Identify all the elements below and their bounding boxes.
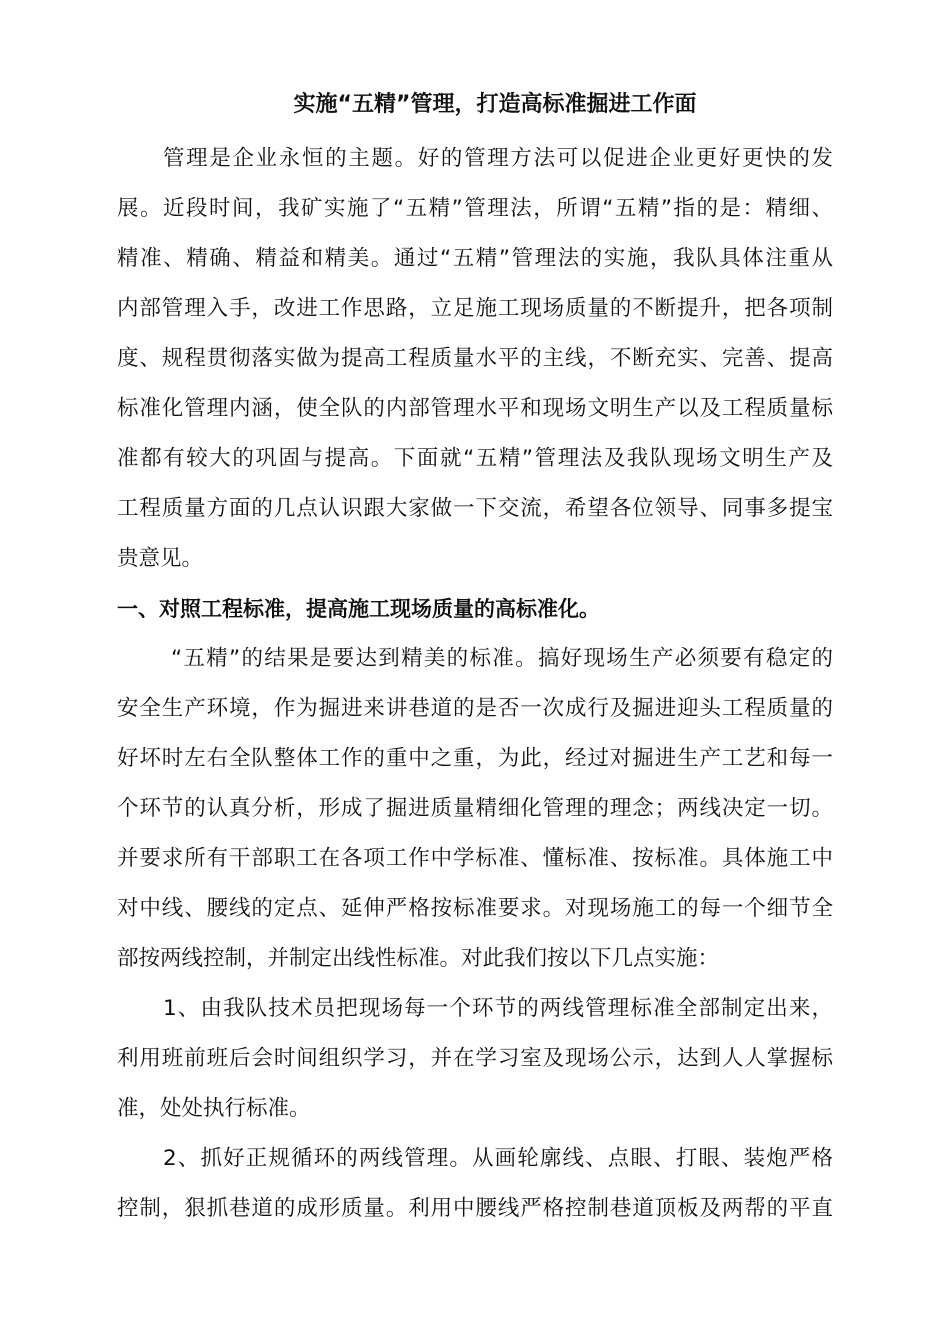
text-line: 贵意见。 — [117, 546, 204, 571]
text-line: 准都有较大的巩固与提高。下面就“五精”管理法及我队现场文明生产及 — [117, 446, 833, 471]
text-line: 度、规程贯彻落实做为提高工程质量水平的主线，不断充实、完善、提高 — [117, 346, 833, 371]
section1-paragraph — [117, 634, 833, 984]
text-line: 准，处处执行标准。 — [117, 1096, 311, 1121]
list-item-2 — [117, 1134, 833, 1234]
text-line: 好坏时左右全队整体工作的重中之重，为此，经过对掘进生产工艺和每一 — [117, 746, 833, 771]
text-line: 部按两线控制，并制定出线性标准。对此我们按以下几点实施： — [117, 946, 720, 971]
intro-paragraph — [117, 134, 833, 584]
list-item-1 — [117, 984, 833, 1134]
text-line: 工程质量方面的几点认识跟大家做一下交流，希望各位领导、同事多提宝 — [117, 496, 833, 521]
text-line: 管理是企业永恒的主题。好的管理方法可以促进企业更好更快的发 — [163, 146, 833, 171]
text-line: 个环节的认真分析，形成了掘进质量精细化管理的理念；两线决定一切。 — [117, 796, 833, 821]
text-line: 标准化管理内涵，使全队的内部管理水平和现场文明生产以及工程质量标 — [117, 396, 833, 421]
section-heading: 一、对照工程标准，提高施工现场质量的高标准化。 — [117, 597, 600, 621]
text-line: 安全生产环境，作为掘进来讲巷道的是否一次成行及掘进迎头工程质量的 — [117, 696, 833, 721]
text-line: 并要求所有干部职工在各项工作中学标准、懂标准、按标准。具体施工中 — [117, 846, 833, 871]
text-line: “五精”的结果是要达到精美的标准。搞好现场生产必须要有稳定的 — [171, 646, 833, 671]
text-line: 2、抓好正规循环的两线管理。从画轮廓线、点眼、打眼、装炮严格 — [163, 1146, 833, 1171]
document-page — [117, 82, 833, 1234]
text-line: 精准、精确、精益和精美。通过“五精”管理法的实施，我队具体注重从 — [117, 246, 833, 271]
text-line: 对中线、腰线的定点、延伸严格按标准要求。对现场施工的每一个细节全 — [117, 896, 833, 921]
text-line: 展。近段时间，我矿实施了“五精”管理法，所谓“五精”指的是：精细、 — [117, 196, 833, 221]
text-line: 内部管理入手，改进工作思路，立足施工现场质量的不断提升，把各项制 — [117, 296, 833, 321]
text-line: 1、由我队技术员把现场每一个环节的两线管理标准全部制定出来， — [163, 996, 833, 1021]
document-title: 实施“五精”管理，打造高标准掘进工作面 — [293, 92, 697, 117]
text-line: 利用班前班后会时间组织学习，并在学习室及现场公示，达到人人掌握标 — [117, 1046, 833, 1071]
text-line: 控制，狠抓巷道的成形质量。利用中腰线严格控制巷道顶板及两帮的平直 — [117, 1196, 833, 1221]
